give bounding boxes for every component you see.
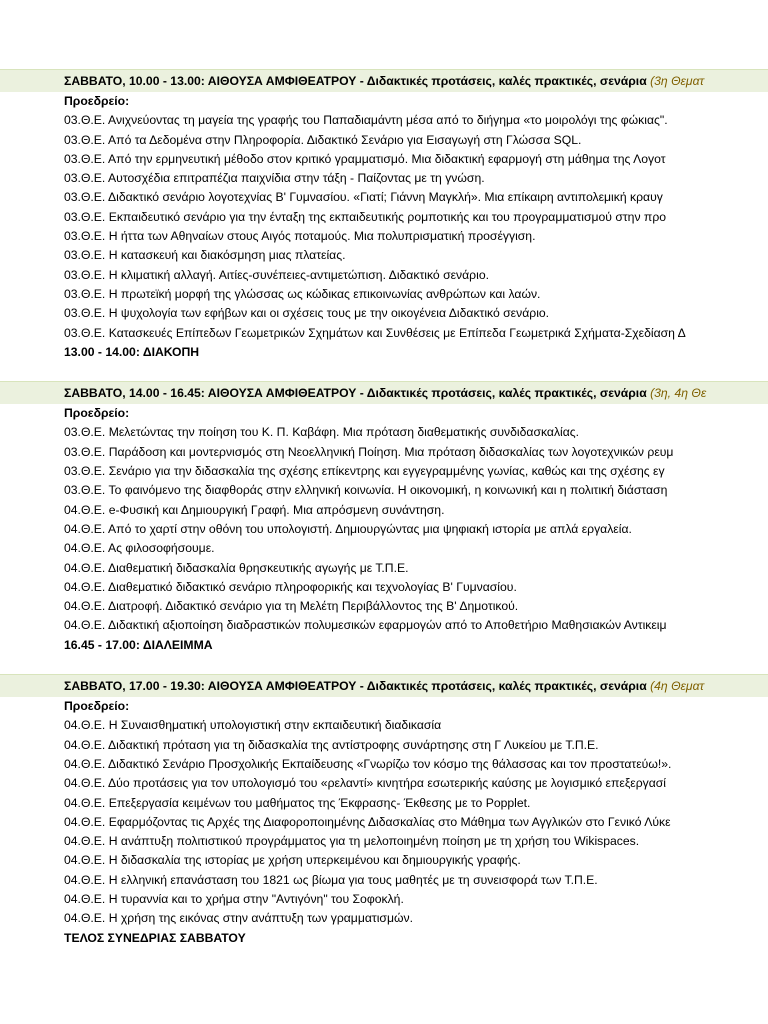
session-header-theme: (3η Θεματ	[650, 74, 705, 88]
list-item[interactable]: 04.Θ.Ε. Δύο προτάσεις για τον υπολογισμό του «ρελαντί» κινητήρα εσωτερικής καύσης με λογισμικό επεξεργασί	[64, 776, 667, 791]
list-item[interactable]: 04.Θ.Ε. Επεξεργασία κειμένων του μαθήματος της Έκφρασης- Έκθεσης με το Popplet.	[64, 795, 531, 810]
list-item[interactable]: 04.Θ.Ε. Η ανάπτυξη πολιτιστικού προγράμματος για τη μελοποιημένη ποίηση με τη χρήση του Wikispaces.	[64, 834, 640, 849]
list-item[interactable]: 04.Θ.Ε. Διδακτικό Σενάριο Προσχολικής Εκπαίδευσης «Γνωρίζω τον κόσμο της θάλασσας και τον προστατεύω!».	[64, 756, 672, 771]
session-header-theme: (4η Θεματ	[650, 679, 705, 694]
chair-label: Προεδρείο:	[64, 699, 130, 714]
list-item[interactable]: 03.Θ.Ε. Εκπαιδευτικό σενάριο για την ένταξη της εκπαιδευτικής ρομποτικής και του προγραμματισμού στην προ	[64, 209, 667, 224]
list-item[interactable]: 03.Θ.Ε. Η ψυχολογία των εφήβων και οι σχέσεις τους με την οικογένεια Διδακτικό σενάριο.	[64, 306, 550, 321]
list-item[interactable]: 03.Θ.Ε. Από την ερμηνευτική μέθοδο στον κριτικό γραμματισμό. Μια διδακτική εφαρμογή στη μάθημα της Λογοτ	[64, 151, 666, 166]
session-header[interactable]	[0, 69, 768, 92]
list-item[interactable]: 03.Θ.Ε. Αυτοσχέδια επιτραπέζια παιχνίδια στην τάξη - Παίζοντας με τη γνώση.	[64, 171, 485, 186]
list-item[interactable]: 03.Θ.Ε. Ανιχνεύοντας τη μαγεία της γραφής του Παπαδιαμάντη μέσα από το διήγημα «το μοιρολόγι της φώκιας".	[64, 113, 668, 128]
list-item[interactable]: 04.Θ.Ε. Ας φιλοσοφήσουμε.	[64, 541, 215, 556]
list-item[interactable]: 03.Θ.Ε. Παράδοση και μοντερνισμός στη Νεοελληνική Ποίηση. Μια πρόταση διδασκαλίας των λογοτεχνικών ρευμ	[64, 444, 674, 459]
list-item[interactable]: 04.Θ.Ε. Διατροφή. Διδακτικό σενάριο για τη Μελέτη Περιβάλλοντος της Β' Δημοτικού.	[64, 599, 519, 614]
list-item[interactable]: 03.Θ.Ε. Κατασκευές Επίπεδων Γεωμετρικών Σχημάτων και Συνθέσεις με Επίπεδα Γεωμετρικά Σχήματα-Σχεδίαση Δ	[64, 325, 686, 340]
session-header-title: ΣΑΒΒΑΤΟ, 10.00 - 13.00: ΑΙΘΟΥΣΑ ΑΜΦΙΘΕΑΤΡΟΥ - Διδακτικές προτάσεις, καλές πρακτικές, σενάρια	[64, 74, 651, 88]
list-item[interactable]: 04.Θ.Ε. Η χρήση της εικόνας στην ανάπτυξη των γραμματισμών.	[64, 911, 413, 926]
list-item[interactable]: 04.Θ.Ε. Η ελληνική επανάσταση του 1821 ως βίωμα για τους μαθητές με τη συνεισφορά των Τ.Π.Ε.	[64, 872, 598, 887]
list-item[interactable]: 04.Θ.Ε. Διδακτική αξιοποίηση διαδραστικών πολυμεσικών εφαρμογών από το Αποθετήριο Μαθησιακών Αντικειμ	[64, 618, 667, 633]
session-header-title: ΣΑΒΒΑΤΟ, 17.00 - 19.30: ΑΙΘΟΥΣΑ ΑΜΦΙΘΕΑΤΡΟΥ - Διδακτικές προτάσεις, καλές πρακτικές, σενάρια	[64, 679, 651, 694]
end-label: ΤΕΛΟΣ ΣΥΝΕΔΡΙΑΣ ΣΑΒΒΑΤΟΥ	[64, 930, 246, 945]
session-header-theme: (3η, 4η Θε	[650, 386, 707, 401]
session-block	[0, 674, 768, 948]
list-item[interactable]: 04.Θ.Ε. Διαθεματική διδασκαλία θρησκευτικής αγωγής με Τ.Π.Ε.	[64, 560, 409, 575]
chair-label: Προεδρείο:	[64, 406, 130, 421]
session-block	[0, 69, 768, 362]
session-header[interactable]	[0, 381, 768, 404]
list-item[interactable]: 03.Θ.Ε. Από τα Δεδομένα στην Πληροφορία. Διδακτικό Σενάριο για Εισαγωγή στη Γλώσσα SQL.	[64, 132, 582, 147]
list-item[interactable]: 04.Θ.Ε. Διδακτική πρόταση για τη διδασκαλία της αντίστροφης συνάρτησης στη Γ Λυκείου με Τ.Π.Ε.	[64, 737, 599, 752]
list-item[interactable]: 03.Θ.Ε. Η κλιματική αλλαγή. Αιτίες-συνέπειες-αντιμετώπιση. Διδακτικό σενάριο.	[64, 267, 489, 282]
session-header[interactable]	[0, 674, 768, 697]
list-item[interactable]: 03.Θ.Ε. Η κατασκευή και διακόσμηση μιας πλατείας.	[64, 248, 346, 263]
session-block	[0, 381, 768, 655]
list-item[interactable]: 04.Θ.Ε. Διαθεματικό διδακτικό σενάριο πληροφορικής και τεχνολογίας Β' Γυμνασίου.	[64, 579, 517, 594]
chair-label: Προεδρείο:	[64, 94, 130, 108]
list-item[interactable]: 04.Θ.Ε. Από το χαρτί στην οθόνη του υπολογιστή. Δημιουργώντας μια ψηφιακή ιστορία με απλά εργαλεία.	[64, 521, 632, 536]
list-item[interactable]: 03.Θ.Ε. Διδακτικό σενάριο λογοτεχνίας Β' Γυμνασίου. «Γιατί; Γιάννη Μαγκλή». Μια επίκαιρη αντιπολεμική κραυγ	[64, 190, 663, 205]
break-label: 16.45 - 17.00: ΔΙΑΛΕΙΜΜΑ	[64, 637, 213, 652]
list-item[interactable]: 04.Θ.Ε. e-Φυσική και Δημιουργική Γραφή. Μια απρόσμενη συνάντηση.	[64, 502, 445, 517]
list-item[interactable]: 04.Θ.Ε. Η διδασκαλία της ιστορίας με χρήση υπερκειμένου και δημιουργικής γραφής.	[64, 853, 521, 868]
list-item[interactable]: 04.Θ.Ε. Η Συναισθηματική υπολογιστική στην εκπαιδευτική διαδικασία	[64, 718, 442, 733]
list-item[interactable]: 03.Θ.Ε. Το φαινόμενο της διαφθοράς στην ελληνική κοινωνία. Η οικονομική, η κοινωνική και η πολιτική διάσταση	[64, 483, 668, 498]
list-item[interactable]: 03.Θ.Ε. Η ήττα των Αθηναίων στους Αιγός ποταμούς. Μια πολυπρισματική προσέγγιση.	[64, 229, 536, 244]
list-item[interactable]: 04.Θ.Ε. Η τυραννία και το χρήμα στην "Αντιγόνη" του Σοφοκλή.	[64, 891, 404, 906]
list-item[interactable]: 03.Θ.Ε. Μελετώντας την ποίηση του Κ. Π. Καβάφη. Μια πρόταση διαθεματικής συνδιδασκαλίας.	[64, 425, 580, 440]
list-item[interactable]: 03.Θ.Ε. Η πρωτεϊκή μορφή της γλώσσας ως κώδικας επικοινωνίας ανθρώπων και λαών.	[64, 286, 541, 301]
break-label: 13.00 - 14.00: ΔΙΑΚΟΠΗ	[64, 344, 200, 359]
session-header-title: ΣΑΒΒΑΤΟ, 14.00 - 16.45: ΑΙΘΟΥΣΑ ΑΜΦΙΘΕΑΤΡΟΥ - Διδακτικές προτάσεις, καλές πρακτικές, σενάρια	[64, 386, 651, 401]
list-item[interactable]: 04.Θ.Ε. Εφαρμόζοντας τις Αρχές της Διαφοροποιημένης Διδασκαλίας στο Μάθημα των Αγγλικών στο Γενικό Λύκε	[64, 814, 671, 829]
list-item[interactable]: 03.Θ.Ε. Σενάριο για την διδασκαλία της σχέσης επίκεντρης και εγγεγραμμένης γωνίας, καθώς και της σχέσης εγ	[64, 464, 665, 479]
